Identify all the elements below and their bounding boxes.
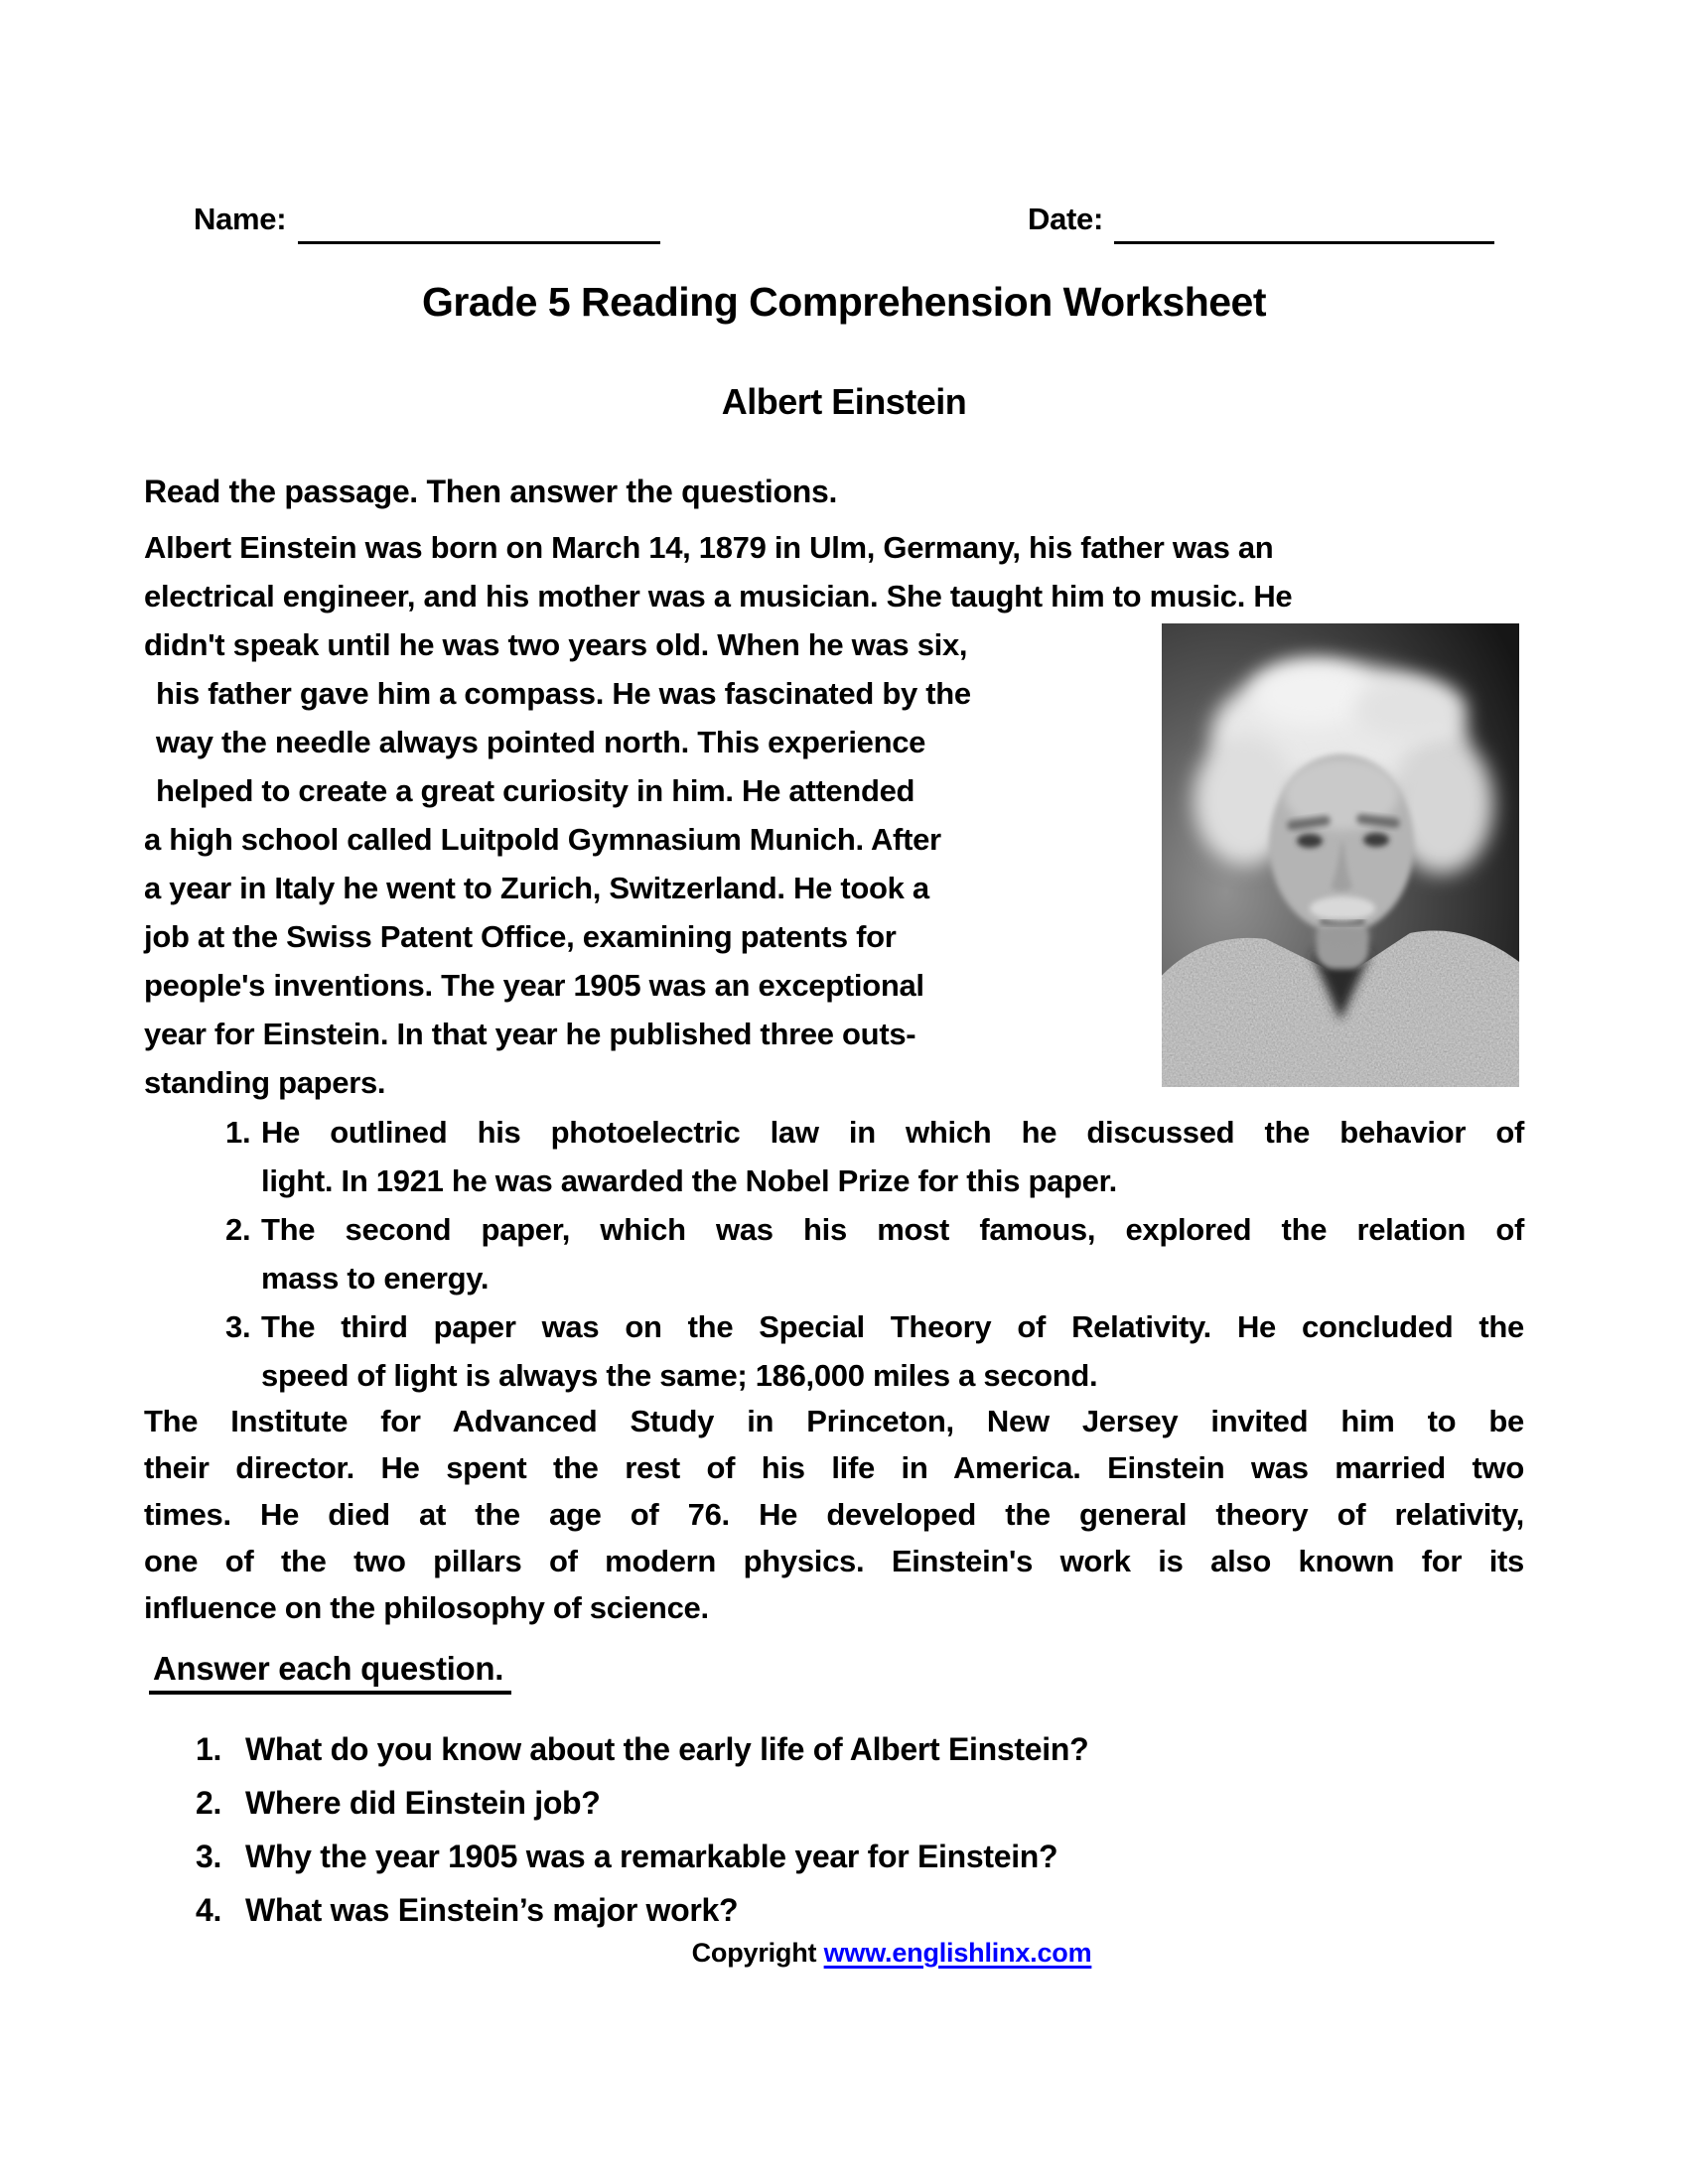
question-row bbox=[144, 1835, 1643, 1888]
list-item-number: 2. bbox=[225, 1212, 251, 1247]
passage-line: didn't speak until he was two years old. When he was six, bbox=[144, 627, 968, 662]
question-text: Why the year 1905 was a remarkable year for Einstein? bbox=[245, 1839, 1058, 1874]
question-row bbox=[144, 1727, 1643, 1781]
list-item-line: He outlined his photoelectric law in which he discussed the behavior of bbox=[261, 1115, 1524, 1150]
list-item-line: mass to energy. bbox=[261, 1261, 490, 1296]
closing-line: influence on the philosophy of science. bbox=[144, 1590, 709, 1625]
name-blank-line bbox=[298, 241, 660, 244]
passage-title: Albert Einstein bbox=[721, 381, 967, 422]
question-number: 1. bbox=[196, 1731, 222, 1767]
list-item-line: light. In 1921 he was awarded the Nobel Prize for this paper. bbox=[261, 1163, 1117, 1198]
closing-line: their director. He spent the rest of his life in America. Einstein was married two bbox=[144, 1450, 1524, 1485]
question-row bbox=[144, 1781, 1643, 1835]
list-item-line: speed of light is always the same; 186,000 miles a second. bbox=[261, 1358, 1098, 1393]
passage-line: his father gave him a compass. He was fascinated by the bbox=[156, 676, 971, 711]
closing-line: one of the two pillars of modern physics. Einstein's work is also known for its bbox=[144, 1544, 1524, 1578]
copyright-line bbox=[0, 1938, 1688, 1969]
name-label: Name: bbox=[194, 202, 287, 236]
closing-paragraph bbox=[144, 1398, 1524, 1631]
passage-line: people's inventions. The year 1905 was an exceptional bbox=[144, 968, 924, 1003]
list-item bbox=[144, 1108, 1524, 1205]
passage-text bbox=[144, 523, 1524, 1107]
question-row bbox=[144, 1888, 1643, 1942]
question-text: What do you know about the early life of Albert Einstein? bbox=[245, 1731, 1089, 1767]
passage-line: standing papers. bbox=[144, 1065, 386, 1100]
date-label: Date: bbox=[1028, 202, 1104, 236]
passage-line: a year in Italy he went to Zurich, Switzerland. He took a bbox=[144, 871, 929, 905]
question-text: What was Einstein’s major work? bbox=[245, 1892, 739, 1928]
passage-line: year for Einstein. In that year he published three outs- bbox=[144, 1017, 916, 1051]
list-item-line: The third paper was on the Special Theory of Relativity. He concluded the bbox=[261, 1309, 1524, 1344]
copyright-link[interactable]: www.englishlinx.com bbox=[823, 1938, 1092, 1968]
list-item-line: The second paper, which was his most famous, explored the relation of bbox=[261, 1212, 1524, 1247]
question-number: 2. bbox=[196, 1785, 222, 1821]
closing-line: times. He died at the age of 76. He developed the general theory of relativity, bbox=[144, 1497, 1524, 1532]
list-item bbox=[144, 1302, 1524, 1400]
papers-list bbox=[144, 1108, 1524, 1400]
passage-line: electrical engineer, and his mother was a musician. She taught him to music. He bbox=[144, 579, 1293, 614]
copyright-label: Copyright bbox=[691, 1938, 817, 1968]
passage-line: way the needle always pointed north. This experience bbox=[156, 725, 926, 759]
passage-line: job at the Swiss Patent Office, examining patents for bbox=[144, 919, 897, 954]
instructions: Read the passage. Then answer the questions. bbox=[144, 474, 838, 509]
answer-section-heading: Answer each question. bbox=[149, 1650, 511, 1695]
passage-line: a high school called Luitpold Gymnasium Munich. After bbox=[144, 822, 941, 857]
passage-line: helped to create a great curiosity in him. He attended bbox=[156, 773, 915, 808]
date-blank-line bbox=[1114, 241, 1494, 244]
question-number: 4. bbox=[196, 1892, 222, 1928]
closing-line: The Institute for Advanced Study in Princeton, New Jersey invited him to be bbox=[144, 1404, 1524, 1438]
list-item-number: 1. bbox=[225, 1115, 251, 1150]
questions-list bbox=[144, 1727, 1643, 1942]
question-number: 3. bbox=[196, 1839, 222, 1874]
list-item bbox=[144, 1205, 1524, 1302]
passage-line: Albert Einstein was born on March 14, 1879 in Ulm, Germany, his father was an bbox=[144, 530, 1274, 565]
list-item-number: 3. bbox=[225, 1309, 251, 1344]
page-title: Grade 5 Reading Comprehension Worksheet bbox=[421, 279, 1267, 325]
question-text: Where did Einstein job? bbox=[245, 1785, 601, 1821]
